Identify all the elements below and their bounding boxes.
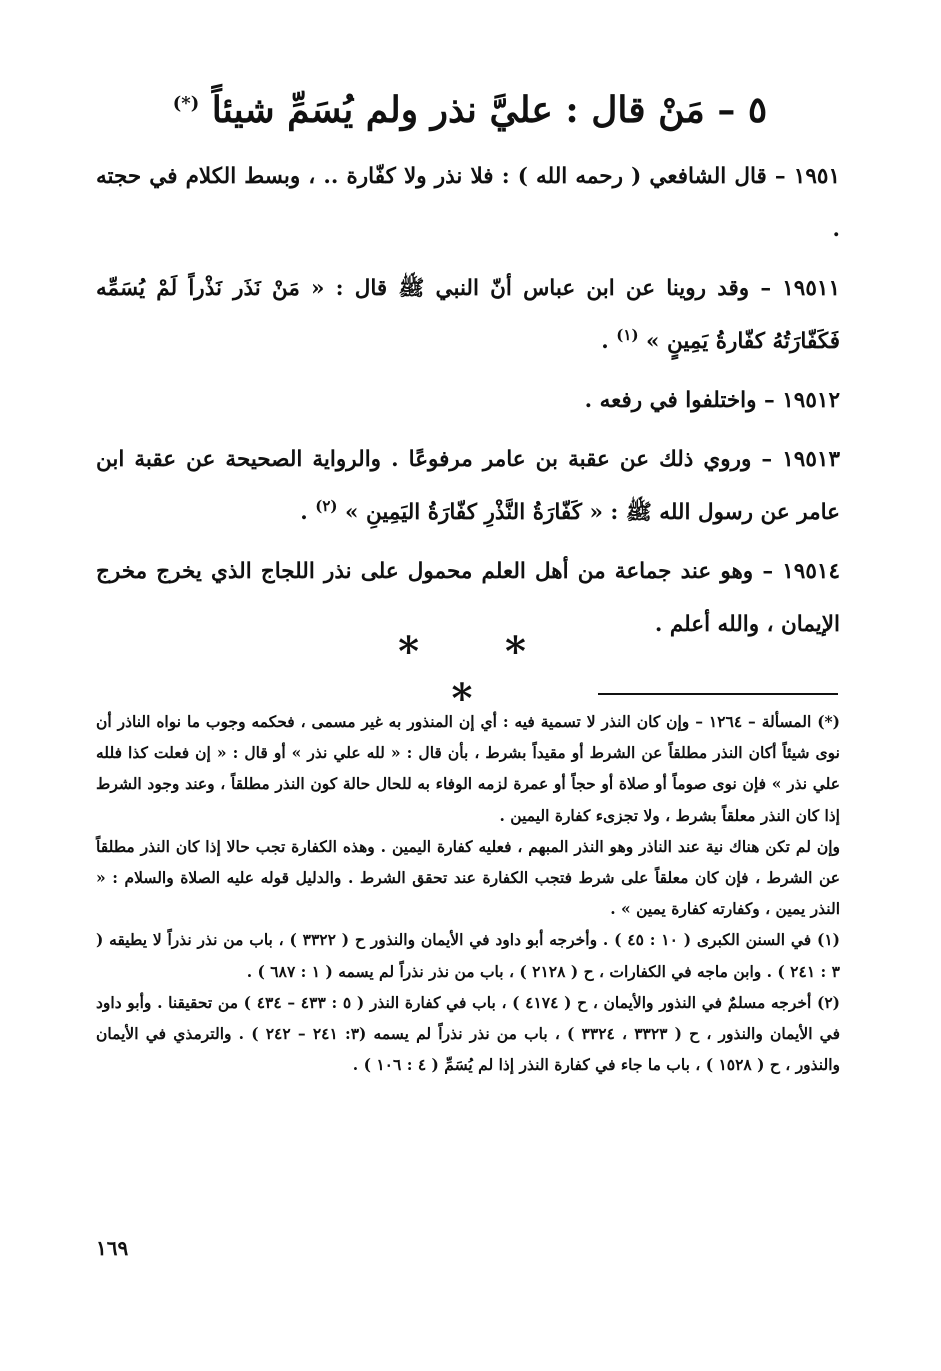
footnote-ref-1: (١) bbox=[616, 325, 639, 344]
paragraph-19513 bbox=[96, 433, 840, 539]
footnote-2-text: أخرجه مسلمٌ في النذور والأيمان ، ح ( ٤١٧٤ ) ، باب في كفارة النذر ( ٥ : ٤٣٣ – ٤٣٤ ) من تحقيقنا . وأبو داود في الأيمان والنذور ، ح ( ٣٣٢٣ ، ٣٣٢٤ ) ، باب من نذر نذراً لم يسمه (٣: ٢٤١ – ٢٤٢ ) . والترمذي في الأيمان والنذور ، ح ( ١٥٢٨ ) ، باب ما جاء في كفارة النذر إذا لم يُسَمِّ ( ٤ : ١٠٦ ) . bbox=[96, 992, 841, 1075]
footnote-2-label: (٢) bbox=[816, 992, 840, 1012]
page-number: ١٦٩ bbox=[96, 1236, 129, 1260]
section-separator: * * * bbox=[398, 628, 562, 722]
footnote-1-text: في السنن الكبرى ( ١٠ : ٤٥ ) . وأخرجه أبو داود في الأيمان والنذور ح ( ٣٣٢٢ ) ، باب من نذر نذراً لا يطيقه ( ٣ : ٢٤١ ) . وابن ماجه في الكفارات ، ح ( ٢١٢٨ ) ، باب من نذر نذراً لم يسمه ( ١ : ٦٨٧ ) . bbox=[96, 930, 840, 981]
footnote-issue-continued-text: وإن لم تكن هناك نية عند الناذر وهو النذر المبهم ، فعليه كفارة اليمين . وهذه الكفارة تجب حالا إذا كان النذر مطلقاً عن الشرط ، فإن كان معلقاً على شرط فتجب الكفارة عند تحقق الشرط . والدليل قوله عليه الصلاة والسلام : « النذر يمين ، وكفارته كفارة يمين » . bbox=[96, 836, 840, 919]
paragraph-19511-text: ١٩٥١١ – وقد روينا عن ابن عباس أنّ النبي ﷺ قال : « مَنْ نَذَر نَذْراً لَمْ يُسَمِّه فَكَفّارَتُهُ كفّارةُ يَمِينٍ » bbox=[96, 276, 840, 354]
footnote-rule bbox=[598, 693, 838, 695]
paragraph-19511-end: . bbox=[601, 329, 617, 354]
footnotes bbox=[96, 706, 840, 1080]
footnote-issue-label: (*) المسألة – ١٢٦٤ – bbox=[695, 712, 840, 731]
footnote-1-label: (١) bbox=[817, 930, 841, 950]
paragraph-19513-text: ١٩٥١٣ – وروي ذلك عن عقبة بن عامر مرفوعًا . والرواية الصحيحة عن عقبة ابن عامر عن رسول الله ﷺ : « كَفّارَةُ النَّذْرِ كفّارَةُ اليَمِينِ » bbox=[96, 447, 840, 525]
footnote-2 bbox=[96, 987, 840, 1081]
footnote-1 bbox=[96, 924, 840, 986]
paragraph-1951 bbox=[96, 150, 840, 256]
paragraph-19511 bbox=[96, 262, 840, 368]
footnote-issue-text: وإن كان النذر لا تسمية فيه : أي إن المنذور به غير مسمى ، فحكمه وجوب ما نواه الناذر أن نوى شيئاً أكان النذر مطلقاً عن الشرط أو مقيداً بشرط ، بأن قال : « لله علي نذر » أو قال : « إن فعلت كذا فلله علي نذر » فإن نوى صوماً أو صلاة أو حجاً أو عمرة لزمه الوفاء به للحال حالة كون النذر مطلقاً ، وعند وجود الشرط إذا كان النذر معلقاً بشرط ، ولا تجزىء كفارة اليمين . bbox=[96, 712, 840, 825]
paragraph-19513-end: . bbox=[300, 500, 316, 525]
main-text bbox=[96, 150, 840, 651]
paragraph-19512 bbox=[96, 374, 840, 427]
title-footnote-marker: (*) bbox=[172, 93, 200, 114]
paragraph-19514-text: ١٩٥١٤ – وهو عند جماعة من أهل العلم محمول على نذر اللجاج الذي يخرج مخرج الإيمان ، والله أعلم . bbox=[96, 559, 840, 637]
paragraph-1951-text: ١٩٥١ – قال الشافعي ( رحمه الله ) : فلا نذر ولا كفّارة .. ، وبسط الكلام في حجته . bbox=[96, 164, 840, 242]
paragraph-19512-text: ١٩٥١٢ – واختلفوا في رفعه . bbox=[584, 388, 840, 413]
footnote-ref-2: (٢) bbox=[315, 496, 338, 515]
section-title bbox=[90, 78, 850, 136]
section-title-text: ٥ – مَنْ قال : عليَّ نذر ولم يُسَمِّ شيئاً bbox=[211, 89, 768, 131]
footnote-issue-continued bbox=[96, 831, 840, 925]
footnote-issue bbox=[96, 706, 840, 831]
